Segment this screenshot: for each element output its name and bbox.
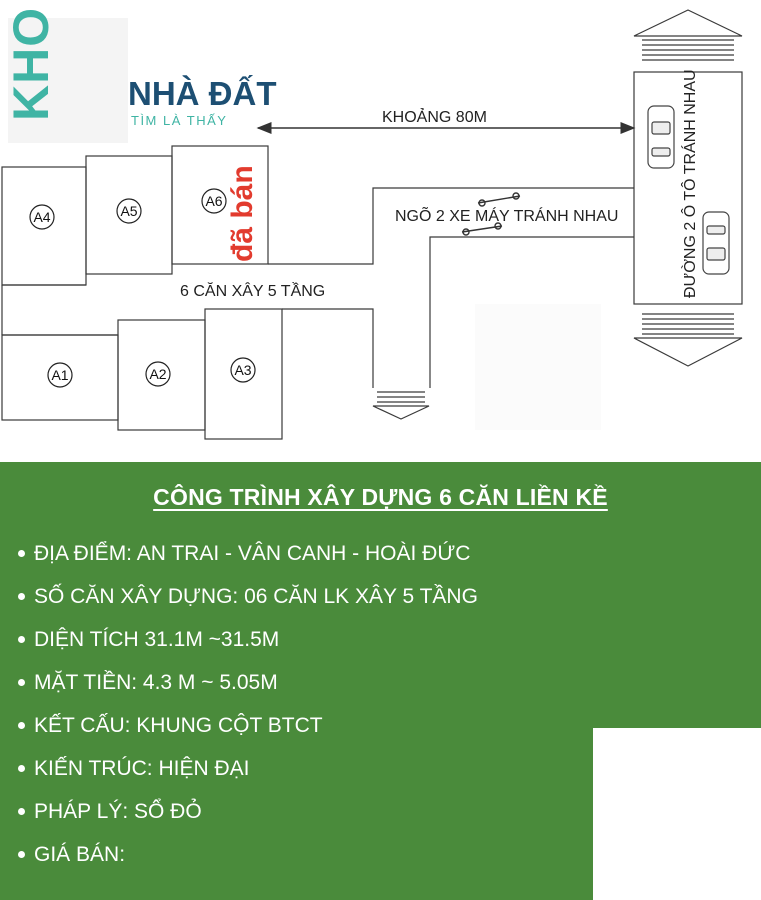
info-list — [18, 532, 478, 876]
info-item — [18, 790, 478, 833]
lot-label-a6: A6 — [205, 193, 223, 209]
info-item-text: MẶT TIỀN: 4.3 M ~ 5.05M — [34, 670, 278, 694]
info-item-text: ĐỊA ĐIỂM: AN TRAI - VÂN CANH - HOÀI ĐỨC — [34, 541, 471, 565]
road-label: ĐƯỜNG 2 Ô TÔ TRÁNH NHAU — [682, 69, 699, 298]
lane-exit-arrow — [373, 392, 429, 419]
lot-label-a3: A3 — [234, 362, 252, 378]
block-outline — [2, 285, 118, 335]
info-item — [18, 747, 478, 790]
lot-label-a5: A5 — [120, 203, 138, 219]
bullet-icon — [18, 550, 25, 557]
bullet-icon — [18, 679, 25, 686]
info-item — [18, 833, 478, 876]
info-item-text: PHÁP LÝ: SỔ ĐỎ — [34, 799, 202, 823]
bullet-icon — [18, 636, 25, 643]
bullet-icon — [18, 808, 25, 815]
info-item — [18, 661, 478, 704]
lot-label-a4: A4 — [33, 209, 51, 225]
info-item-text: DIỆN TÍCH 31.1M ~31.5M — [34, 627, 280, 651]
logo-name: NHÀ ĐẤT — [128, 75, 277, 112]
sold-stamp: đã bán — [226, 165, 259, 262]
logo-mark: KHO — [3, 6, 59, 121]
car-icon — [648, 106, 674, 168]
blank-area — [475, 304, 601, 430]
lot-label-a2: A2 — [149, 366, 167, 382]
info-item-text: KẾT CẤU: KHUNG CỘT BTCT — [34, 713, 323, 737]
bullet-icon — [18, 722, 25, 729]
car-icon — [703, 212, 729, 274]
bullet-icon — [18, 851, 25, 858]
bullet-icon — [18, 765, 25, 772]
block-label: 6 CĂN XÂY 5 TẦNG — [180, 283, 326, 300]
distance-label: KHOẢNG 80M — [382, 109, 487, 126]
blank-corner — [593, 728, 761, 900]
logo-tagline: TÌM LÀ THẤY — [131, 113, 228, 128]
logo — [3, 7, 276, 143]
lot-label-a1: A1 — [51, 367, 69, 383]
info-item-text: KIẾN TRÚC: HIỆN ĐẠI — [34, 756, 250, 780]
bullet-icon — [18, 593, 25, 600]
info-title: CÔNG TRÌNH XÂY DỰNG 6 CĂN LIỀN KỀ — [153, 484, 608, 510]
alley-label: NGÕ 2 XE MÁY TRÁNH NHAU — [395, 208, 619, 225]
info-item-text: SỐ CĂN XÂY DỰNG: 06 CĂN LK XÂY 5 TẦNG — [34, 584, 478, 608]
road-arrow-down — [634, 314, 742, 366]
info-item — [18, 532, 478, 575]
road-arrow-up — [634, 10, 742, 60]
info-item — [18, 618, 478, 661]
info-item-text: GIÁ BÁN: — [34, 842, 126, 866]
info-item — [18, 575, 478, 618]
info-item — [18, 704, 478, 747]
